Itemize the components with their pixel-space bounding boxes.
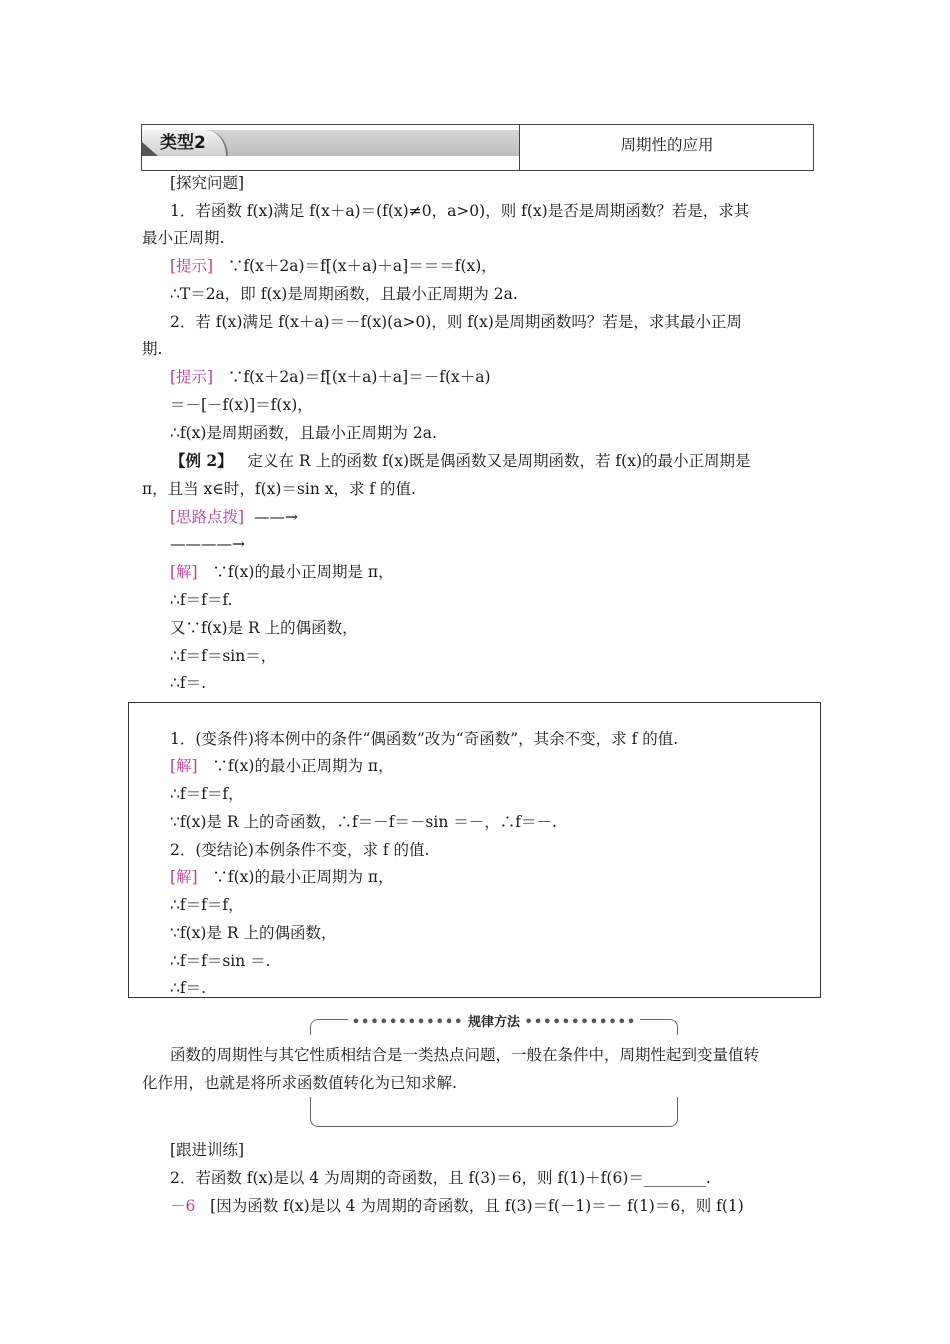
practice-explanation: [因为函数 f(x)是以 4 为周期的奇函数，且 f(3)＝f(－1)＝－ f(1)＝6，则 f(1) xyxy=(210,1197,744,1215)
solution-text-1: ∵f(x)的最小正周期是 π， xyxy=(212,563,394,581)
solution-line-2: ∴f＝f＝f. xyxy=(170,591,233,609)
method-title-badge xyxy=(348,1013,641,1033)
variant-2-solution-line-2: ∴f＝f＝f， xyxy=(170,896,244,914)
method-title-wrap xyxy=(320,1011,668,1031)
hint-1-text: ∵f(x＋2a)＝f[(x＋a)＋a]＝＝＝f(x)， xyxy=(227,257,497,275)
explore-heading: [探究问题] xyxy=(170,174,245,192)
example-label: 【例 2】 xyxy=(170,451,233,470)
variant-1-question: 1．(变条件)将本例中的条件“偶函数”改为“奇函数”，其余不变，求 f 的值. xyxy=(170,730,679,748)
practice-question-2: 2．若函数 f(x)是以 4 为周期的奇函数，且 f(3)＝6，则 f(1)＋f(6)＝________. xyxy=(170,1169,711,1187)
method-frame-bottom xyxy=(310,1097,678,1127)
method-line-1: 函数的周期性与其它性质相结合是一类热点问题，一般在条件中，周期性起到变量值转 xyxy=(170,1046,760,1064)
practice-heading: [跟进训练] xyxy=(170,1141,245,1159)
hint-2-text: ∵f(x＋2a)＝f[(x＋a)＋a]＝－f(x＋a) xyxy=(227,368,491,386)
example-line-2: π，且当 x∈时，f(x)＝sin x，求 f 的值. xyxy=(142,480,416,498)
arrow-1-icon: ——→ xyxy=(253,508,298,526)
method-line-2: 化作用，也就是将所求函数值转化为已知求解. xyxy=(142,1074,457,1092)
hint-label: [提示] xyxy=(170,368,214,386)
variant-solution-label: [解] xyxy=(170,757,198,775)
variant-2-solution-line-4: ∴f＝f＝sin ＝. xyxy=(170,952,271,970)
variant-1-solution-line-1 xyxy=(170,756,394,776)
hint-1-line-2: ∴T＝2a，即 f(x)是周期函数，且最小正周期为 2a. xyxy=(170,285,518,303)
question-2-line-1: 2．若 f(x)满足 f(x＋a)＝－f(x)(a>0)，则 f(x)是周期函数吗？若是，求其最小正周 xyxy=(170,313,742,331)
method-title: 规律方法 xyxy=(467,1015,520,1030)
variant-2-solution-line-5: ∴f＝. xyxy=(170,979,207,997)
dots-right-icon: •••••••••••• xyxy=(524,1015,637,1030)
question-1-line-1: 1．若函数 f(x)满足 f(x＋a)＝(f(x)≠0，a>0)，则 f(x)是否是周期函数？若是，求其 xyxy=(170,202,750,220)
hint-2-line-2: ＝－[－f(x)]＝f(x)， xyxy=(170,396,313,414)
solution-label: [解] xyxy=(170,563,198,581)
variant-2-solution-line-3: ∵f(x)是 R 上的偶函数， xyxy=(170,924,337,942)
hint-2-line-3: ∴f(x)是周期函数，且最小正周期为 2a. xyxy=(170,424,437,442)
example-hint-line xyxy=(170,507,298,527)
variant-2-question: 2．(变结论)本例条件不变，求 f 的值. xyxy=(170,841,430,859)
variant-1-solution-line-3: ∵f(x)是 R 上的奇函数，∴f＝－f＝－sin ＝－，∴f＝－. xyxy=(170,813,557,831)
solution-line-4: ∴f＝f＝sin＝， xyxy=(170,647,277,665)
hint-2-line-1 xyxy=(170,367,491,387)
section-type-label: 类型2 xyxy=(160,133,206,153)
solution-line-5: ∴f＝. xyxy=(170,674,207,692)
example-hint-label: [思路点拨] xyxy=(170,508,245,526)
variant-2-text-1: ∵f(x)的最小正周期为 π， xyxy=(212,868,394,886)
section-title: 周期性的应用 xyxy=(620,136,714,154)
solution-line-3: 又∵f(x)是 R 上的偶函数， xyxy=(170,619,358,637)
variant-solution-label: [解] xyxy=(170,868,198,886)
dots-left-icon: •••••••••••• xyxy=(351,1015,464,1030)
hint-1-line-1 xyxy=(170,256,497,276)
arrow-2-icon: ————→ xyxy=(170,535,245,553)
hint-label: [提示] xyxy=(170,257,214,275)
practice-answer: －6 xyxy=(170,1197,196,1215)
variant-1-text-1: ∵f(x)的最小正周期为 π， xyxy=(212,757,394,775)
example-text: 定义在 R 上的函数 f(x)既是偶函数又是周期函数，若 f(x)的最小正周期是 xyxy=(247,452,751,470)
question-1-line-2: 最小正周期. xyxy=(142,229,225,247)
practice-answer-line xyxy=(170,1196,744,1216)
variant-2-solution-line-1 xyxy=(170,867,394,887)
variant-1-solution-line-2: ∴f＝f＝f， xyxy=(170,785,244,803)
solution-line-1 xyxy=(170,562,394,582)
question-2-line-2: 期. xyxy=(142,340,163,358)
example-line-1 xyxy=(170,451,751,471)
tab-corner-triangle-icon xyxy=(142,142,158,156)
